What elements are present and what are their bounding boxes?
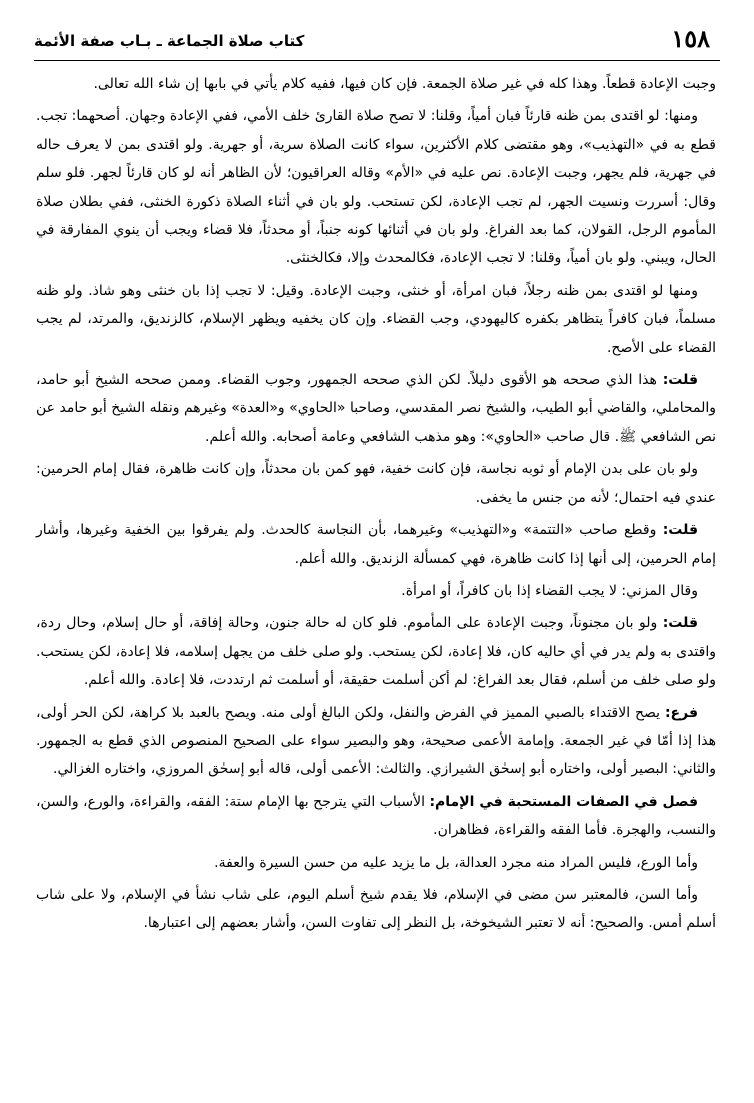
paragraph (36, 70, 716, 98)
paragraph (36, 699, 716, 784)
paragraph (36, 366, 716, 451)
paragraph-text: الأسباب التي يترجح بها الإمام ستة: الفقه، والقراءة، والورع، والسن، والنسب، والهجرة. فأما الفقه والقراءة، فظاهران. (36, 793, 716, 839)
paragraph-text: وجبت الإعادة قطعاً. وهذا كله في غير صلاة الجمعة. فإن كان فيها، ففيه كلام يأتي في بابها إن شاء الله تعالى. (93, 76, 716, 92)
page-number: ١٥٨ (671, 24, 710, 53)
paragraph (36, 788, 716, 845)
paragraph-text: يصح الاقتداء بالصبي المميز في الفرض والنفل، ولكن البالغ أولى منه. ويصح بالعبد بلا كراهة، لكن الحر أولى، هذا إذا أمّا في غير الجمعة. وإمامة الأعمى صحيحة، وهو والبصير سواء على الصحيح المنصوص الذي قطع به الجمهور. والثاني: البصير أولى، واختاره أبو إسحٰق الشيرازي. والثالث: الأعمى أولى، قاله أبو إسحٰق المروزي، واختاره الغزالي. (36, 704, 716, 778)
paragraph-text: ولو بان على بدن الإمام أو ثوبه نجاسة، فإن كانت خفية، فهو كمن بان محدثاً، وإن كانت ظاهرة، فقال إمام الحرمين: عندي فيه احتمال؛ لأنه من جنس ما يخفى. (36, 461, 716, 506)
running-title: كتاب صلاة الجماعة ـ بـاب صفة الأئمة (34, 32, 305, 50)
paragraph-lead: قلت: (662, 615, 698, 632)
paragraph-text: وأما السن، فالمعتبر سن مضى في الإسلام، فلا يقدم شيخ أسلم اليوم، على شاب نشأ في الإسلام، ولا على شاب أسلم أمس. والصحيح: أنه لا تعتبر الشيخوخة، بل النظر إلى تفاوت السن، وأشار بعضهم إلى اعتبارها. (36, 886, 716, 932)
paragraph-text: ومنها لو اقتدى بمن ظنه رجلاً، فبان امرأة، أو خنثى، وجبت الإعادة. وقيل: لا تجب إذا بان خنثى وهو شاذ. ولو ظنه مسلماً، فبان كافراً يتظاهر بكفره كاليهودي، وجب القضاء. وإن كان يخفيه ويظهر الإسلام، كالزنديق، والمرتد، لم يجب القضاء على الأصح. (36, 282, 716, 356)
body-text (36, 70, 716, 942)
paragraph-lead: قلت: (662, 522, 698, 539)
paragraph-text: وقطع صاحب «التتمة» و«التهذيب» وغيرهما، بأن النجاسة كالحدث. ولم يفرقوا بين الخفية وغيرها، وأشار إمام الحرمين، إلى أنها إذا كانت ظاهرة، فهي كمسألة الزنديق. والله أعلم. (36, 522, 716, 567)
paragraph-text: ولو بان مجنوناً، وجبت الإعادة على المأموم. فلو كان له حالة جنون، وحالة إفاقة، أو حال إسلام، وحال ردة، واقتدى به ولم يدر في أي حاليه كان، فلا إعادة، لكن يستحب. ولو صلى خلف من يجهل إسلامه، فلا إعادة، لكن يستحب. ولو صلى خلف من أسلم، فقال بعد الفراغ: لم أكن أسلمت حقيقة، أو أسلمت ثم ارتددت، فلا إعادة. والله أعلم. (36, 615, 716, 689)
paragraph-text: وأما الورع، فليس المراد منه مجرد العدالة، بل ما يزيد عليه من حسن السيرة والعفة. (214, 854, 698, 871)
paragraph-lead: فصل في الصفات المستحبة في الإمام: (429, 793, 698, 810)
paragraph (36, 577, 716, 605)
paragraph (36, 277, 716, 362)
paragraph-lead: قلت: (662, 372, 698, 389)
paragraph-text: ومنها: لو اقتدى بمن ظنه قارئاً فبان أمياً، وقلنا: لا تصح صلاة القارئ خلف الأمي، ففي الإعادة وجهان. أصحهما: تجب. قطع به في «التهذيب»، وهو مقتضى كلام الأكثرين، سواء كانت الصلاة سرية، أو جهرية. ولو اقتدى بمن لا يعرف حاله في جهرية، فلم يجهر، وجبت الإعادة. نص عليه في «الأم» وقاله العراقيون؛ لأن الظاهر أنه لو كان قارئاً لجهر. فلو سلم وقال: أسررت ونسيت الجهر، لم تجب الإعادة، لكن تستحب. ولو بان في أثناء الصلاة ذكورة الخنثى، ففي بطلان صلاة المأموم الرجل، القولان، كما بعد الفراغ. ولو بان في أثنائها كونه جنباً، أو محدثاً، فلا قضاء ويجب أن ينوي المفارقة في الحال، ويبني. ولو بان أمياً، وقلنا: لا تجب الإعادة، فكالمحدث وإلا، فكالخنثى. (36, 108, 716, 267)
paragraph (36, 849, 716, 877)
paragraph (36, 516, 716, 573)
paragraph (36, 881, 716, 938)
paragraph (36, 455, 716, 512)
paragraph-text: وقال المزني: لا يجب القضاء إذا بان كافراً، أو امرأة. (401, 582, 698, 599)
page-header (34, 20, 720, 61)
paragraph-text: هذا الذي صححه هو الأقوى دليلاً. لكن الذي صححه الجمهور، وجوب القضاء. وممن صححه الشيخ أبو حامد، والمحاملي، والقاضي أبو الطيب، والشيخ نصر المقدسي، وصاحبا «الحاوي» و«العدة» وغيرهم ونقله الشيخ أبو حامد عن نص الشافعي ﷺ. قال صاحب «الحاوي»: وهو مذهب الشافعي وعامة أصحابه. والله أعلم. (36, 372, 716, 445)
paragraph (36, 102, 716, 272)
paragraph-lead: فرع: (664, 704, 698, 721)
paragraph (36, 609, 716, 694)
